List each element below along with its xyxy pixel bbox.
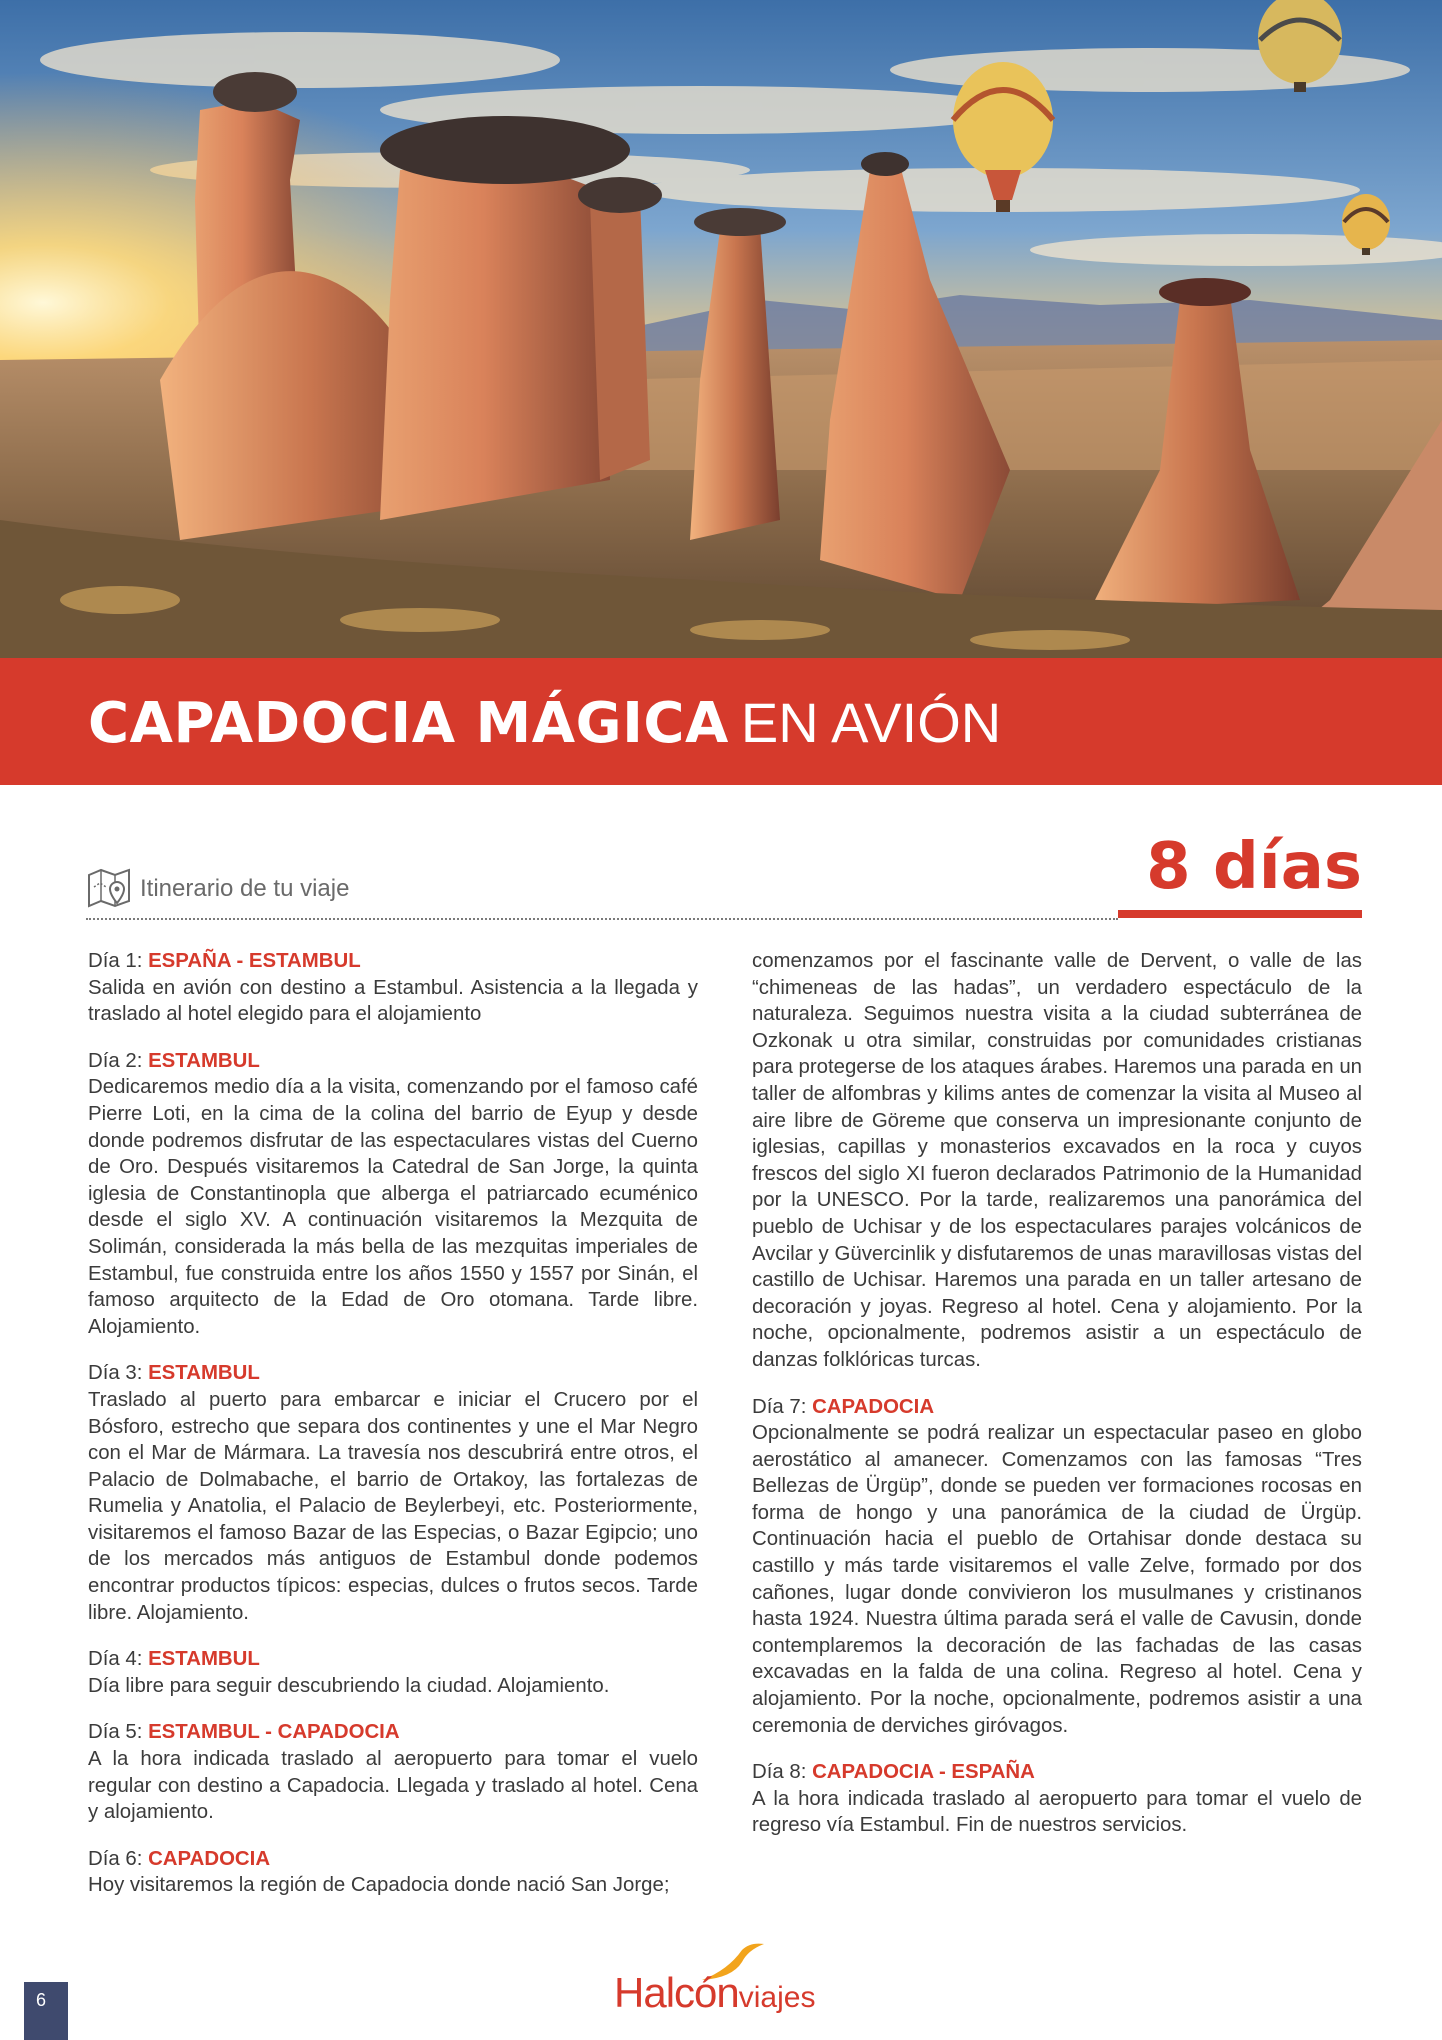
cappadocia-landscape-illustration [0,0,1442,658]
itinerary-header [86,866,349,912]
day-description: A la hora indicada traslado al aeropuerto para tomar el vuelo de regreso vía Estambul. Fin de nuestros servicios. [752,1787,1362,1837]
day-description: A la hora indicada traslado al aeropuerto para tomar el vuelo regular con destino a Capadocia. Llegada y traslado al hotel. Cena y alojamiento. [88,1748,698,1824]
day-item [752,1759,1362,1839]
title-band [0,658,1442,785]
page-title [88,690,1001,756]
itinerary-label: Itinerario de tu viaje [140,875,350,902]
dotted-divider [86,918,1118,920]
logo-main-text: Halcón [614,1969,739,2016]
map-icon [86,867,134,911]
day-description: Salida en avión con destino a Estambul. Asistencia a la llegada y traslado al hotel elegido para el alojamiento [88,976,698,1026]
day-heading: Día 5: ESTAMBUL - CAPADOCIA [88,1721,400,1744]
day-item [88,1846,698,1899]
day-heading: Día 6: CAPADOCIA [88,1847,271,1870]
day-description: Opcionalmente se podrá realizar un espectacular paseo en globo aerostático al amanecer. Comenzamos con las famosas “Tres Bellezas de Ürgüp”, donde se pueden ver formaciones rocosas en forma de hongo y una panorámica de la ciudad de Ürgüp. Continuación hacia el pueblo de Ortahisar donde destaca su castillo y más tarde visitaremos el valle Zelve, formado por dos cañones, lugar donde convivieron los musulmanes y cristinanos hasta 1924. Nuestra última parada será el valle de Cavusin, donde contemplaremos la decoración de las fachadas de las casas excavadas en la falda de una colina. Regreso al hotel. Cena y alojamiento. Por la noche, opcionalmente, podremos asistir a una ceremonia de derviches giróvagos. [752,1422,1362,1737]
day-description: Dedicaremos medio día a la visita, comenzando por el famoso café Pierre Loti, en la cima de la colina del barrio de Eyup y desde donde podremos disfrutar de las espectaculares vistas del Cuerno de Oro. Después visitaremos la Catedral de San Jorge, la quinta iglesia de Constantinopla que alberga el patriarcado ecuménico desde el siglo XV. A continuación visitaremos la Mezquita de Solimán, considerada la más bella de las mezquitas imperiales de Estambul, fue construida entre los años 1550 y 1557 por Sinán, el famoso arquitecto de la Edad de Oro otomana. Tarde libre. Alojamiento. [88,1076,698,1338]
trip-duration: 8 días [1146,830,1362,904]
day-heading: Día 8: CAPADOCIA - ESPAÑA [752,1761,1035,1784]
halcon-viajes-logo [614,1940,834,2020]
day-heading: Día 1: ESPAÑA - ESTAMBUL [88,950,361,972]
day-description: Traslado al puerto para embarcar e iniciar el Crucero por el Bósforo, estrecho que separa dos continentes y une el Mar Negro con el Mar de Mármara. La travesía nos descubrirá entre otros, el Palacio de Dolmabache, el barrio de Ortakoy, las fortalezas de Rumelia y Anatolia, el Palacio de Beylerbeyi, etc. Posteriormente, visitaremos el famoso Bazar de las Especias, o Bazar Egipcio; uno de los mercados más antiguos de Estambul donde podemos encontrar productos típicos: especias, dulces o frutos secos. Tarde libre. Alojamiento. [88,1388,698,1624]
day-heading: Día 3: ESTAMBUL [88,1362,260,1385]
itinerary-column-right [752,948,1362,1859]
day-item [88,1360,698,1626]
day-item [88,1646,698,1699]
day-item [88,1048,698,1341]
hero-image [0,0,1442,658]
itinerary-column-left [88,948,698,1919]
day-heading: Día 2: ESTAMBUL [88,1049,260,1072]
day-description: Día libre para seguir descubriendo la ciudad. Alojamiento. [88,1674,610,1697]
day-item [88,1719,698,1825]
day-description: Hoy visitaremos la región de Capadocia donde nació San Jorge; [88,1874,670,1897]
day-description-continued: comenzamos por el fascinante valle de Dervent, o valle de las “chimeneas de las hadas”, un verdadero espectáculo de la naturaleza. Seguimos nuestra visita a la ciudad subterránea de Ozkonak u otra similar, construidas por comunidades cristianas para protegerse de los ataques árabes. Haremos una parada en un taller de alfombras y kilims antes de comenzar la visita al Museo al aire libre de Göreme que conserva un impresionante conjunto de iglesias, capillas y monasterios excavados en la roca y cuyos frescos del siglo XI fueron declarados Patrimonio de la Humanidad por la UNESCO. Por la tarde, realizaremos una panorámica del pueblo de Uchisar y de los espectaculares parajes volcánicos de Avcilar y Güvercinlik y disfutaremos de unas maravillosas vistas del castillo de Uchisar. Haremos una parada en un taller artesano de decoración y joyas. Regreso al hotel. Cena y alojamiento. Por la noche, opcionalmente, podremos asistir a un espectáculo de danzas folklóricas turcas. [752,950,1362,1371]
logo-sub-text: viajes [738,1981,816,2014]
day-heading: Día 7: CAPADOCIA [752,1395,935,1418]
day-item [752,1394,1362,1740]
page-number: 6 [24,1982,68,2040]
duration-underline [1118,910,1362,918]
title-light: EN AVIÓN [740,691,1002,754]
day-item [88,948,698,1028]
title-bold: CAPADOCIA MÁGICA [88,691,729,756]
day-heading: Día 4: ESTAMBUL [88,1648,260,1671]
